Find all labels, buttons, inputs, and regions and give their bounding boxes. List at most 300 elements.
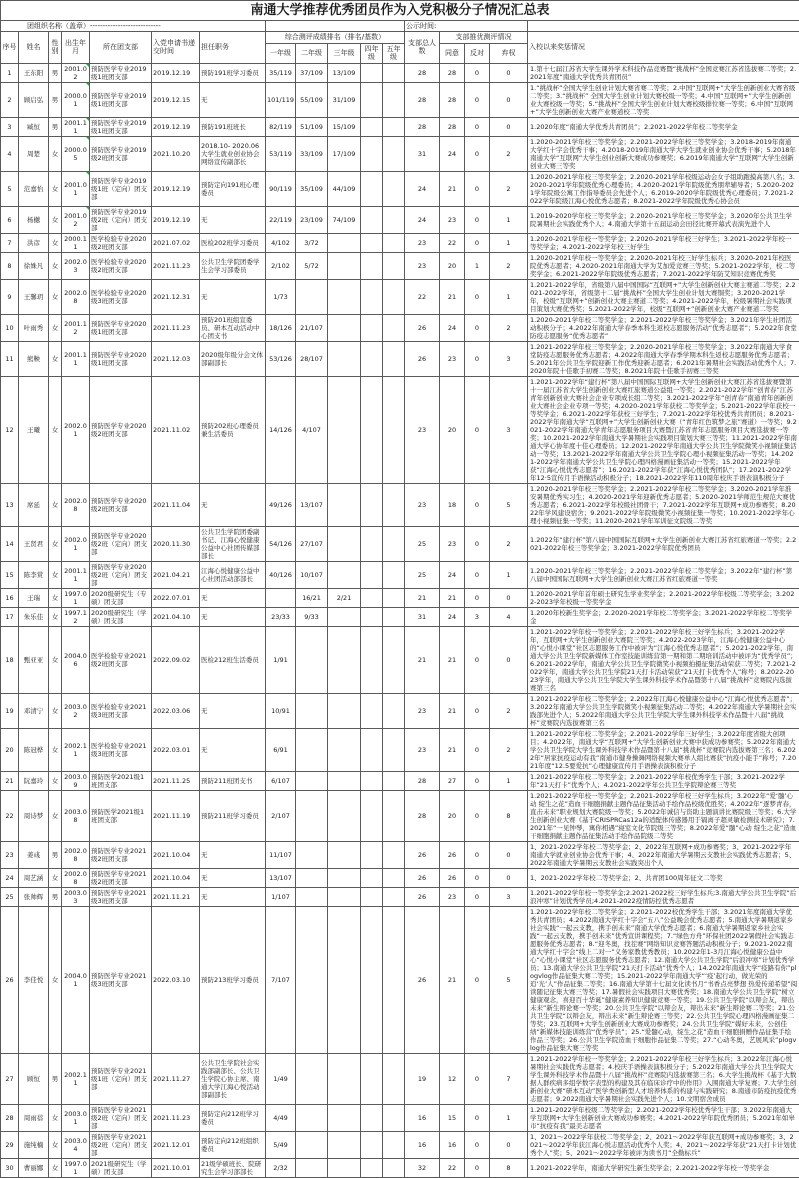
cell-name: 周诗梦 [19, 790, 49, 841]
org-name-stamp-cell [1, 21, 266, 32]
cell-g5 [383, 868, 405, 887]
cell-awards: 1.2020-2021学年首年硕士研究生学业奖学金；2.2021-2022学年校级二等奖学金；3.2022-2023学年校级一等奖学金 [528, 588, 799, 607]
cell-dob: 2002.11 [62, 728, 90, 771]
cell-g3: 13/109 [328, 63, 361, 82]
cell-g3: 2/21 [328, 588, 361, 607]
cell-branch: 预防医学专业2020级2班（定向）团支部 [90, 561, 152, 588]
cell-branch: 预防医学2021级1班团支部 [90, 790, 152, 841]
cell-abstain: 2 [490, 136, 528, 171]
cell-position: 无 [200, 693, 266, 728]
cell-gender: 女 [49, 588, 62, 607]
cell-dob: 2002.08 [62, 279, 90, 314]
cell-apply: 2021.11.04 [152, 483, 200, 526]
col-header-vote-group: 支部推优测评情况 [440, 32, 528, 44]
cell-name: 王曦 [19, 376, 49, 483]
cell-oppose: 0 [465, 376, 490, 483]
cell-gender: 女 [49, 341, 62, 376]
cell-oppose: 0 [465, 771, 490, 790]
cell-dob: 1997.12 [62, 607, 90, 626]
cell-g3 [328, 279, 361, 314]
cell-apply: 2021.04.10 [152, 607, 200, 626]
cell-total: 28 [405, 63, 440, 82]
cell-abstain: 0 [490, 868, 528, 887]
cell-agree: 23 [440, 887, 465, 906]
publicity-time-label: 公示时间: [405, 21, 528, 32]
cell-oppose: 0 [465, 790, 490, 841]
cell-g1: 22/119 [266, 206, 296, 233]
cell-apply: 2021.11.25 [152, 771, 200, 790]
cell-g5 [383, 906, 405, 1053]
cell-total: 28 [405, 82, 440, 117]
cell-apply: 2022.03.06 [152, 693, 200, 728]
cell-dob: 2003.09 [62, 771, 90, 790]
cell-abstain: 8 [490, 1158, 528, 1177]
cell-no: 12 [1, 376, 19, 483]
cell-agree: 18 [440, 483, 465, 526]
cell-apply: 2019.12.19 [152, 117, 200, 136]
cell-g4 [361, 887, 383, 906]
cell-dob: 2001.02 [62, 63, 90, 82]
cell-branch: 预防医学专业2019级1班团支部 [90, 63, 152, 82]
cell-agree: 12 [440, 1053, 465, 1104]
cell-no: 3 [1, 117, 19, 136]
cell-awards: 1.“挑战杯”全国大学生创业计划大赛省赛二等奖；2.中国“互联网+”大学生创新创业大赛省级二等奖；3.“挑战杯” 全国大学生创业计划大赛校级一等奖；4.中国“互联网+”大学生创新创业大赛校级一等奖；5.“挑战杯”全国大学生创业计划大赛校级排位赛一等奖；6.中国“互联网+”大学生创新创业大赛产业赛道校二等奖 [528, 82, 799, 117]
cell-g3 [328, 906, 361, 1053]
cell-g4 [361, 341, 383, 376]
cell-g1: 6/91 [266, 728, 296, 771]
cell-abstain: 2 [490, 526, 528, 561]
cell-gender: 女 [49, 626, 62, 693]
cell-g1: 49/126 [266, 483, 296, 526]
cell-name: 李佳悦 [19, 906, 49, 1053]
cell-agree: 23 [440, 526, 465, 561]
table-row [1, 841, 799, 868]
cell-g1: 40/126 [266, 561, 296, 588]
cell-abstain: 7 [490, 1053, 528, 1104]
cell-g2: 33/109 [296, 136, 328, 171]
cell-oppose: 0 [465, 693, 490, 728]
cell-branch: 医学检验专业2020级2班团支部 [90, 233, 152, 252]
cell-total: 25 [405, 526, 440, 561]
table-row [1, 607, 799, 626]
cell-name: 甄亚亚 [19, 626, 49, 693]
cell-agree: 20 [440, 790, 465, 841]
cell-g2 [296, 728, 328, 771]
cell-branch: 预防医学2021级1班团支部 [90, 771, 152, 790]
cell-name: 席延 [19, 483, 49, 526]
cell-gender: 女 [49, 790, 62, 841]
cell-dob: 2003.04 [62, 1131, 90, 1158]
col-header-gender: 性别 [49, 32, 62, 64]
cell-awards: 1.2020-2021学年校三等奖学金；2.2021-2022学年校二等奖学金；3.2022年“建行杯”第八届中国国际互联网+大学生创新创业大赛江苏省红旅赛道一等奖 [528, 561, 799, 588]
cell-g3 [328, 1104, 361, 1131]
cell-name: 洪彦 [19, 233, 49, 252]
cell-total: 28 [405, 117, 440, 136]
cell-g5 [383, 588, 405, 607]
cell-abstain: 0 [490, 1131, 528, 1158]
cell-no: 5 [1, 171, 19, 206]
cell-abstain: 0 [490, 626, 528, 693]
cell-total: 26 [405, 868, 440, 887]
cell-g4 [361, 171, 383, 206]
cell-total: 19 [405, 1053, 440, 1104]
cell-oppose: 3 [465, 607, 490, 626]
cell-name: 周雨蓓 [19, 1104, 49, 1131]
cell-branch: 预防医学专业2020级1班团支部 [90, 314, 152, 341]
col-header-dob: 出生年月 [62, 32, 90, 64]
table-row [1, 171, 799, 206]
cell-abstain: 0 [490, 117, 528, 136]
cell-abstain: 1 [490, 233, 528, 252]
cell-g5 [383, 1104, 405, 1131]
cell-g3 [328, 771, 361, 790]
cell-g3 [328, 1053, 361, 1104]
cell-abstain: 0 [490, 588, 528, 607]
cell-oppose: 0 [465, 588, 490, 607]
cell-apply: 2022.07.01 [152, 588, 200, 607]
cell-no: 21 [1, 771, 19, 790]
table-row [1, 626, 799, 693]
cell-g2 [296, 906, 328, 1053]
cell-dob: 2001.11 [62, 341, 90, 376]
cell-g1: 4/102 [266, 233, 296, 252]
cell-dob: 2002.08 [62, 841, 90, 868]
cell-name: 顾启弘 [19, 82, 49, 117]
cell-total: 26 [405, 887, 440, 906]
table-row [1, 728, 799, 771]
cell-apply: 2021.10.04 [152, 841, 200, 868]
cell-gender: 男 [49, 117, 62, 136]
cell-g4 [361, 63, 383, 82]
cell-total: 32 [405, 1158, 440, 1177]
cell-abstain: 2 [490, 728, 528, 771]
cell-total: 23 [405, 693, 440, 728]
col-header-branch-total: 支部总人数 [405, 32, 440, 64]
cell-position: 医检212班生活委员 [200, 626, 266, 693]
cell-branch: 预防医学专业2021级2班团支部 [90, 868, 152, 887]
cell-apply: 2020.11.30 [152, 526, 200, 561]
cell-gender: 男 [49, 841, 62, 868]
col-header-awards: 入校以来奖惩情况 [528, 32, 799, 64]
cell-g2 [296, 626, 328, 693]
cell-g4 [361, 868, 383, 887]
cell-branch: 预防医学专业2020级2班（定向）团支部 [90, 526, 152, 561]
cell-g1: 101/119 [266, 82, 296, 117]
cell-abstain: 8 [490, 790, 528, 841]
cell-dob: 1997.01 [62, 1158, 90, 1177]
col-header-no: 序号 [1, 32, 19, 64]
cell-oppose: 0 [465, 887, 490, 906]
cell-total: 26 [405, 341, 440, 376]
table-row [1, 483, 799, 526]
cell-g1: 90/119 [266, 171, 296, 206]
cell-dob: 2000.11 [62, 233, 90, 252]
cell-position: 预防213班学习委员 [200, 906, 266, 1053]
cell-abstain: 2 [490, 171, 528, 206]
cell-name: 徐姝凡 [19, 252, 49, 279]
cell-awards: 1、2021～2022学年获校二等奖学金；2、2021～2022学年获互联网+成功参赛奖；3、2021～2022学年获江海心悦志愿活动优秀个人奖；4、2021～2022学年获“21天打卡计划优秀个人”奖；5、2021～2022学年被评为读书月“全勤标兵” [528, 1131, 799, 1158]
cell-awards: 1.2020年度“南通大学优秀共青团员”；2.2021-2022学年校二等奖学金 [528, 117, 799, 136]
cell-g1: 11/107 [266, 841, 296, 868]
page-title: 南通大学推荐优秀团员作为入党积极分子情况汇总表 [1, 1, 799, 21]
cell-oppose: 0 [465, 206, 490, 233]
cell-gender: 女 [49, 728, 62, 771]
col-header-oppose: 反对 [465, 43, 490, 63]
cell-g3 [328, 728, 361, 771]
cell-total: 21 [405, 626, 440, 693]
cell-g3 [328, 376, 361, 483]
cell-abstain: 4 [490, 607, 528, 626]
cell-apply: 2021.10.04 [152, 868, 200, 887]
cell-oppose: 0 [465, 526, 490, 561]
cell-dob: 2001.11 [62, 117, 90, 136]
meta-empty-cell [266, 21, 405, 32]
cell-position: 无 [200, 483, 266, 526]
cell-position: 公共卫生学院团委学生会学习部委员 [200, 252, 266, 279]
table-row [1, 526, 799, 561]
cell-oppose: 0 [465, 341, 490, 376]
cell-dob: 2000.05 [62, 136, 90, 171]
cell-g2: 9/33 [296, 607, 328, 626]
cell-g1: 53/119 [266, 136, 296, 171]
cell-agree: 21 [440, 626, 465, 693]
cell-agree: 24 [440, 136, 465, 171]
cell-agree: 21 [440, 588, 465, 607]
cell-position: 预防191班学习委员 [200, 63, 266, 82]
cell-gender: 女 [49, 252, 62, 279]
table-row [1, 252, 799, 279]
cell-apply: 2021.12.03 [152, 341, 200, 376]
cell-branch: 预防医学专业2020级2班团支部 [90, 376, 152, 483]
cell-oppose: 0 [465, 868, 490, 887]
cell-branch: 预防医学专业2021级2班团支部 [90, 841, 152, 868]
cell-g3 [328, 790, 361, 841]
cell-total: 31 [405, 136, 440, 171]
cell-oppose: 0 [465, 483, 490, 526]
cell-g2: 23/109 [296, 206, 328, 233]
cell-total: 16 [405, 1104, 440, 1131]
cell-g4 [361, 314, 383, 341]
cell-name: 周艺涵 [19, 868, 49, 887]
cell-branch: 预防医学专业2020级1班团支部 [90, 341, 152, 376]
header-row-1 [1, 32, 799, 44]
cell-agree: 22 [440, 1158, 465, 1177]
cell-position: 预防定向191班心理委员 [200, 171, 266, 206]
cell-branch: 2021级研究生（学硕）团支部 [90, 1158, 152, 1177]
table-row [1, 1104, 799, 1131]
table-row [1, 117, 799, 136]
cell-gender: 女 [49, 1104, 62, 1131]
cell-position: 公共卫生学院社会实践部副部长、公共卫生学院心协主席、南通大学江海心悦活动部副部长 [200, 1053, 266, 1104]
cell-awards: 1.2021-2022学年校三等奖学金；2.2020-2021学年校三等奖学金；3.2022年南通大学食堂防疫志愿服务优秀志愿者；4.2022年南通大学春季学期本科生返校志愿服务优秀志愿者；5.2021年公共卫生学院迎新工作优秀迎新志愿者；6.2021年暑期社会实践活动优秀个人；7.2020年院十佳歌手初赛二等奖；8.2021年院十佳歌手初赛三等奖 [528, 341, 799, 376]
cell-dob: 2000.01 [62, 82, 90, 117]
cell-g3: 31/109 [328, 82, 361, 117]
cell-total: 23 [405, 483, 440, 526]
cell-no: 18 [1, 626, 19, 693]
cell-oppose: 0 [465, 906, 490, 1053]
cell-gender: 女 [49, 314, 62, 341]
cell-position: 预防定向212班组织委员 [200, 1131, 266, 1158]
cell-g2: 27/107 [296, 526, 328, 561]
cell-gender: 女 [49, 1131, 62, 1158]
cell-position: 2018.10- 2020.06大学生就业创业协会网络宣传副部长 [200, 136, 266, 171]
cell-dob: 2001.12 [62, 314, 90, 341]
table-row [1, 887, 799, 906]
cell-g3 [328, 341, 361, 376]
cell-branch: 预防医学专业2021级2班（定向）团支部 [90, 1104, 152, 1131]
cell-oppose: 0 [465, 117, 490, 136]
cell-name: 陈李赏 [19, 561, 49, 588]
cell-g4 [361, 561, 383, 588]
cell-g1: 18/126 [266, 314, 296, 341]
cell-g2 [296, 279, 328, 314]
cell-apply: 2019.12.19 [152, 171, 200, 206]
cell-position: 预防211班团支书 [200, 771, 266, 790]
cell-name: 王贤君 [19, 526, 49, 561]
cell-g4 [361, 117, 383, 136]
cell-dob: 2002.01 [62, 376, 90, 483]
cell-g5 [383, 136, 405, 171]
cell-g4 [361, 906, 383, 1053]
cell-g2: 16/21 [296, 588, 328, 607]
cell-agree: 20 [440, 376, 465, 483]
cell-oppose: 0 [465, 1053, 490, 1104]
cell-total: 16 [405, 1131, 440, 1158]
cell-oppose: 0 [465, 561, 490, 588]
cell-g4 [361, 233, 383, 252]
cell-g2 [296, 1104, 328, 1131]
cell-total: 26 [405, 314, 440, 341]
cell-g5 [383, 233, 405, 252]
col-header-grade4: 四年级 [361, 43, 383, 63]
cell-total: 23 [405, 376, 440, 483]
cell-no: 1 [1, 63, 19, 82]
cell-awards: 1.2021-2022学年，省级第八届中国国际“互联网+”大学生创新创业大赛主赛道二等奖；2.2021-2022学年，省级第十二届“挑战杯”全国大学生创业计划大赛铜奖；3.2020-2021学年，校级“互联网+”创新创业大赛主赛道二等奖；4.2021-2022学年，校级暑期社会实践项目策划大赛优秀奖；5.2021-2022学年，校级“互联网+”创新创业大赛产业赛道二等奖 [528, 279, 799, 314]
cell-total: 28 [405, 790, 440, 841]
cell-awards: 1.2020-2021学年校三等奖学金；2.2021-2022学年校二等奖学金；3.2020-2021学年淮安暑期优秀实习生；4.2020-2021学年迎新优秀志愿者；5.2020-2021学师范生规范大赛优秀志愿者；6.2021-2022学年校级社团骨干；7.2021-2022学年互联网+成功参赛奖；8.2022年学风建设宿舍；9.2021-2022学年院级微笑小视频征集一等奖；10.2021-2022学年心理小视频征集一等奖；11.2020-2021学年军训征文院级二等奖 [528, 483, 799, 526]
cell-agree: 20 [440, 252, 465, 279]
cell-g3 [328, 1131, 361, 1158]
cell-agree: 21 [440, 279, 465, 314]
cell-total: 31 [405, 607, 440, 626]
cell-name: 邓清宁 [19, 693, 49, 728]
table-row [1, 314, 799, 341]
cell-position: 无 [200, 206, 266, 233]
cell-g1: 6/107 [266, 771, 296, 790]
cell-total: 23 [405, 728, 440, 771]
cell-name: 叶雨秀 [19, 314, 49, 341]
cell-awards: 1.2021-2022学年校一等奖学金;2.2021-2022校三好学生标兵;3.南通大学公共卫生学院“后浪冲寒”计划优秀学员;4.2021-2022疫情防控优秀志愿者 [528, 887, 799, 906]
cell-g5 [383, 279, 405, 314]
cell-abstain: 1 [490, 1104, 528, 1131]
cell-no: 22 [1, 790, 19, 841]
cell-oppose: 0 [465, 841, 490, 868]
cell-abstain: 1 [490, 206, 528, 233]
cell-no: 8 [1, 252, 19, 279]
cell-total: 26 [405, 906, 440, 1053]
cell-g4 [361, 82, 383, 117]
cell-g5 [383, 526, 405, 561]
cell-g5 [383, 252, 405, 279]
cell-no: 6 [1, 206, 19, 233]
cell-oppose: 0 [465, 136, 490, 171]
cell-agree: 21 [440, 906, 465, 1053]
cell-g4 [361, 588, 383, 607]
cell-g2: 35/109 [296, 171, 328, 206]
cell-gender: 男 [49, 887, 62, 906]
cell-dob: 2002.11 [62, 1053, 90, 1104]
cell-agree: 23 [440, 206, 465, 233]
col-header-abstain: 弃权 [490, 43, 528, 63]
cell-g2 [296, 1158, 328, 1177]
cell-g4 [361, 483, 383, 526]
cell-g5 [383, 341, 405, 376]
cell-g5 [383, 771, 405, 790]
cell-g1: 1/49 [266, 1053, 296, 1104]
cell-g5 [383, 607, 405, 626]
cell-g2 [296, 1053, 328, 1104]
cell-total: 26 [405, 841, 440, 868]
cell-position: 21级学硕班长、院研究生会学习部部长 [200, 1158, 266, 1177]
cell-abstain: 0 [490, 82, 528, 117]
table-row [1, 588, 799, 607]
cell-abstain: 2 [490, 314, 528, 341]
table-row [1, 693, 799, 728]
cell-name: 施纯楠 [19, 1131, 49, 1158]
table-row [1, 341, 799, 376]
cell-g1: 53/126 [266, 341, 296, 376]
cell-apply: 2021.12.31 [152, 279, 200, 314]
cell-apply: 2021.10.01 [152, 1158, 200, 1177]
cell-g5 [383, 626, 405, 693]
cell-total: 23 [405, 233, 440, 252]
cell-g2: 13/107 [296, 483, 328, 526]
cell-g3 [328, 1158, 361, 1177]
cell-branch: 医学检验专业2020级3班团支部 [90, 279, 152, 314]
cell-g5 [383, 63, 405, 82]
cell-branch: 预防医学专业2021级3班团支部 [90, 906, 152, 1053]
cell-dob: 2004.01 [62, 906, 90, 1053]
cell-gender: 男 [49, 1053, 62, 1104]
cell-g5 [383, 1131, 405, 1158]
cell-apply: 2021.10.20 [152, 136, 200, 171]
cell-apply: 2021.11.21 [152, 887, 200, 906]
cell-gender: 女 [49, 136, 62, 171]
cell-awards: 1.2021-2022学年校二等奖学金；2.2021-2022学年三好学生；3.2022年度省级大创项目；4.2022年，南通大学“互联网+”大学生创新创业大赛中获成功参赛奖；5.2022年南通大学公共卫生学院大学生课外科技学术作品暨第十八届“挑战杯”竞赛院内选拔赛第三名；6.2022年“居家抗疫运动有我”南通市健身操舞网络视频大赛单人组比赛获“抗疫小能手”称号；7.2021年度“12.5要爱抗”心理健康宣传月手语操表演积极分子 [528, 728, 799, 771]
cell-position: 2020级年级分会文体部副部长 [200, 341, 266, 376]
cell-no: 4 [1, 136, 19, 171]
cell-gender: 女 [49, 526, 62, 561]
cell-g3 [328, 483, 361, 526]
cell-g5 [383, 693, 405, 728]
table-row [1, 868, 799, 887]
cell-agree: 22 [440, 233, 465, 252]
cell-gender: 女 [49, 771, 62, 790]
cell-dob: 2002.08 [62, 483, 90, 526]
cell-g1: 10/91 [266, 693, 296, 728]
cell-g3 [328, 607, 361, 626]
col-header-name: 姓名 [19, 32, 49, 64]
cell-no: 15 [1, 561, 19, 588]
cell-position: 无 [200, 279, 266, 314]
cell-g5 [383, 561, 405, 588]
cell-total: 24 [405, 171, 440, 206]
cell-g1: 82/119 [266, 117, 296, 136]
cell-g5 [383, 1053, 405, 1104]
cell-dob: 2002.08 [62, 868, 90, 887]
cell-total: 28 [405, 771, 440, 790]
cell-g5 [383, 841, 405, 868]
